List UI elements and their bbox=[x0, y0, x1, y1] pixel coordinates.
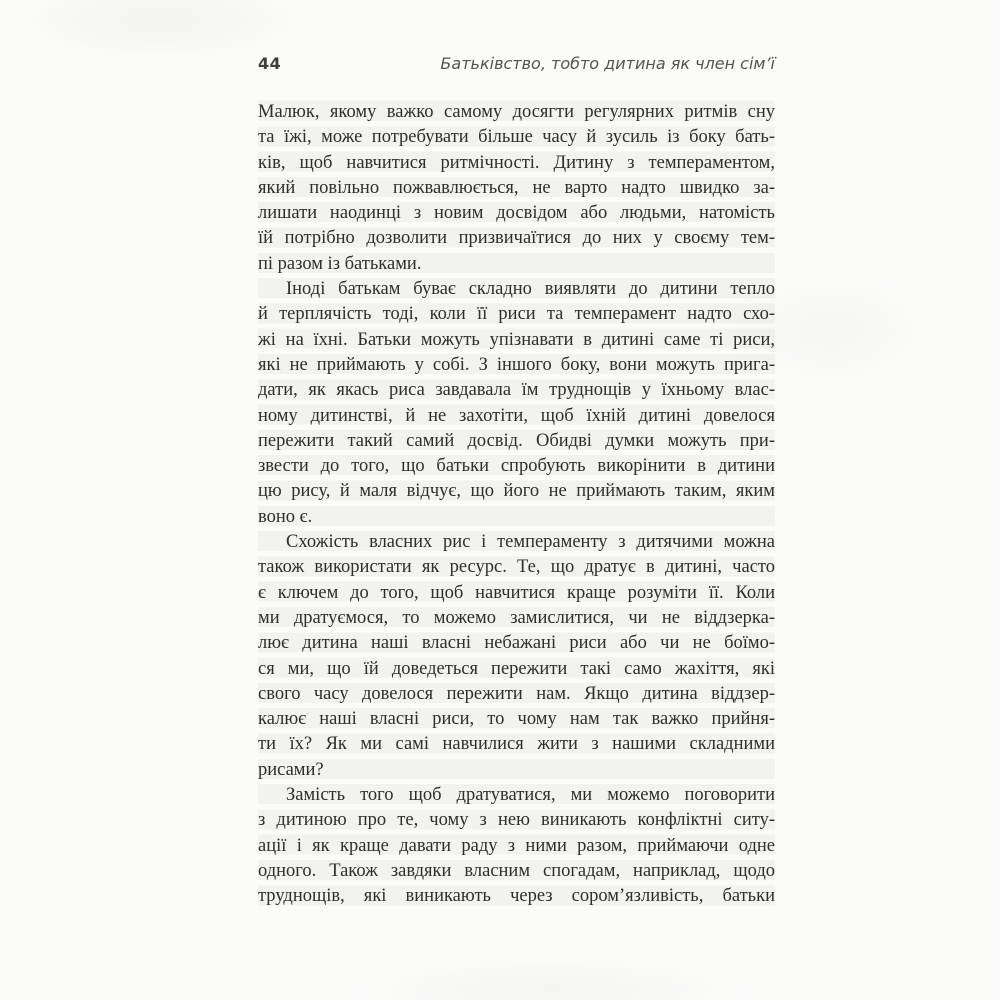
text-line: труднощів, які виникають через сором’язливість, батьки bbox=[258, 886, 775, 907]
text-line: Малюк, якому важко самому досягти регулярних ритмів сну bbox=[258, 102, 775, 122]
text-line: ків, щоб навчитися ритмічності. Дитину з темпераментом, bbox=[258, 152, 775, 173]
text-column bbox=[258, 54, 775, 910]
text-line: є ключем до того, щоб навчитися краще розуміти її. Коли bbox=[258, 582, 775, 603]
text-line: ному дитинстві, й не захотіти, щоб їхній дитині довелося bbox=[258, 405, 775, 426]
text-line: цю рису, й маля відчує, що його не приймають таким, яким bbox=[258, 481, 775, 502]
text-line: ти їх? Як ми самі навчилися жити з нашими складними bbox=[258, 734, 775, 755]
text-line: Іноді батькам буває складно виявляти до дитини тепло bbox=[286, 279, 775, 300]
text-line: пі разом із батьками. bbox=[258, 253, 422, 274]
paragraph bbox=[258, 530, 775, 783]
text-line: калює наші власні риси, то чому нам так важко прийня- bbox=[258, 709, 775, 730]
text-line: та їжі, може потребувати більше часу й зусиль із боку бать- bbox=[258, 127, 775, 148]
text-line: й терплячість тоді, коли її риси та темперамент надто схо- bbox=[258, 304, 775, 325]
text-line: Схожість власних рис і темпераменту з дитячими можна bbox=[286, 532, 775, 553]
text-line: свого часу довелося пережити нам. Якщо дитина віддзер- bbox=[258, 683, 775, 704]
text-line: пережити такий самий досвід. Обидві думки можуть при- bbox=[258, 430, 775, 451]
text-line: лишати наодинці з новим досвідом або людьми, натомість bbox=[258, 203, 775, 224]
text-line: лює дитина наші власні небажані риси або чи не боїмо- bbox=[258, 633, 775, 654]
text-line: ми дратуємося, то можемо замислитися, чи не віддзерка- bbox=[258, 607, 775, 628]
page-header bbox=[258, 54, 775, 76]
text-line: їй потрібно дозволити призвичаїтися до них у своєму тем- bbox=[258, 228, 775, 249]
text-line: які не приймають у собі. З іншого боку, вони можуть прига- bbox=[258, 354, 775, 375]
running-head: Батьківство, тобто дитина як член сім’ї bbox=[440, 54, 775, 73]
text-line: воно є. bbox=[258, 506, 313, 527]
text-line: жі на їхні. Батьки можуть упізнавати в дитині саме ті риси, bbox=[258, 329, 775, 350]
text-line: дати, як якась риса завдавала їм труднощів у їхньому влас- bbox=[258, 380, 775, 401]
text-line: з дитиною про те, чому з нею виникають конфліктні ситу- bbox=[258, 810, 775, 831]
text-line: ації і як краще давати раду з ними разом, приймаючи одне bbox=[258, 835, 775, 856]
text-line: який повільно пожвавлюється, не варто надто швидко за- bbox=[258, 177, 775, 198]
body-text bbox=[258, 100, 775, 910]
text-line: Замість того щоб дратуватися, ми можемо поговорити bbox=[286, 785, 775, 806]
text-line: ся ми, що їй доведеться пережити такі само жахіття, які bbox=[258, 658, 775, 679]
paragraph bbox=[258, 277, 775, 530]
text-line: також використати як ресурс. Те, що дратує в дитині, часто bbox=[258, 557, 775, 578]
paragraph bbox=[258, 783, 775, 909]
text-line: рисами? bbox=[258, 759, 324, 780]
text-line: звести до того, що батьки спробують викорінити в дитини bbox=[258, 456, 775, 477]
paragraph bbox=[258, 100, 775, 277]
page-number: 44 bbox=[258, 54, 282, 73]
text-line: одного. Також завдяки власним спогадам, наприклад, щодо bbox=[258, 860, 775, 881]
